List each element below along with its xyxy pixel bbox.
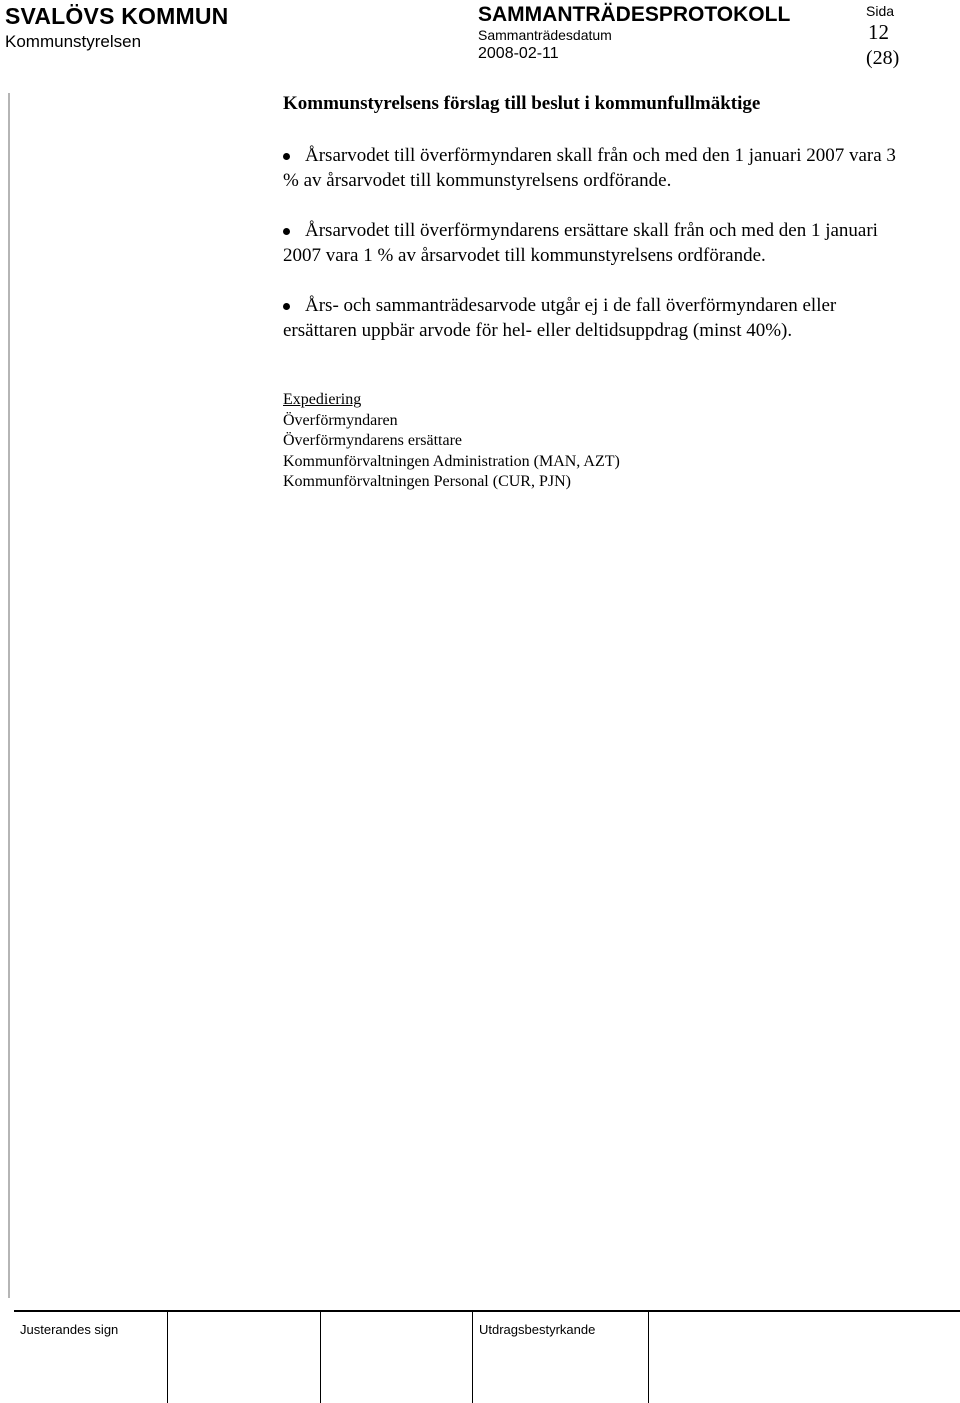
list-item-text: Årsarvodet till överförmyndaren skall från och med den 1 januari 2007 vara 3 % av årsarvodet till kommunstyrelsens ordförande.	[283, 145, 896, 191]
recipient: Kommunförvaltningen Administration (MAN, AZT)	[283, 452, 620, 470]
meeting-date-label: Sammanträdesdatum	[478, 27, 612, 43]
proposal-list	[283, 143, 913, 368]
page-number: 12	[868, 20, 889, 44]
list-item	[283, 218, 913, 268]
list-item	[283, 293, 913, 343]
distribution-block	[283, 390, 620, 493]
organization-name: SVALÖVS KOMMUN	[5, 3, 229, 29]
list-item-text: Års- och sammanträdesarvode utgår ej i de fall överförmyndaren eller ersättaren uppbär arvode för hel- eller deltidsuppdrag (minst 40%).	[283, 295, 837, 341]
page-label: Sida	[866, 3, 895, 19]
bullet-icon	[283, 228, 290, 235]
signature-field-label: Justerandes sign	[20, 1322, 119, 1337]
list-item	[283, 143, 913, 193]
document-type: SAMMANTRÄDESPROTOKOLL	[478, 3, 791, 26]
bullet-icon	[283, 303, 290, 310]
distribution-heading: Expediering	[283, 391, 362, 408]
recipient: Överförmyndaren	[283, 411, 398, 429]
recipient: Kommunförvaltningen Personal (CUR, PJN)	[283, 473, 571, 490]
section-heading: Kommunstyrelsens förslag till beslut i kommunfullmäktige	[283, 93, 761, 114]
page-total: (28)	[866, 47, 900, 69]
list-item-text: Årsarvodet till överförmyndarens ersättare skall från och med den 1 januari 2007 vara 1 % av årsarvodet till kommunstyrelsens ordförande.	[283, 220, 878, 266]
certification-field-label: Utdragsbestyrkande	[479, 1322, 596, 1337]
meeting-date-value: 2008-02-11	[478, 45, 559, 62]
footer-rule	[14, 1310, 960, 1312]
footer-divider	[167, 1312, 168, 1403]
footer-divider	[472, 1312, 473, 1403]
recipient: Överförmyndarens ersättare	[283, 432, 463, 449]
footer-divider	[320, 1312, 321, 1403]
bullet-icon	[283, 153, 290, 160]
organization-unit: Kommunstyrelsen	[5, 32, 142, 51]
margin-divider	[8, 93, 10, 1298]
footer-divider	[648, 1312, 649, 1403]
